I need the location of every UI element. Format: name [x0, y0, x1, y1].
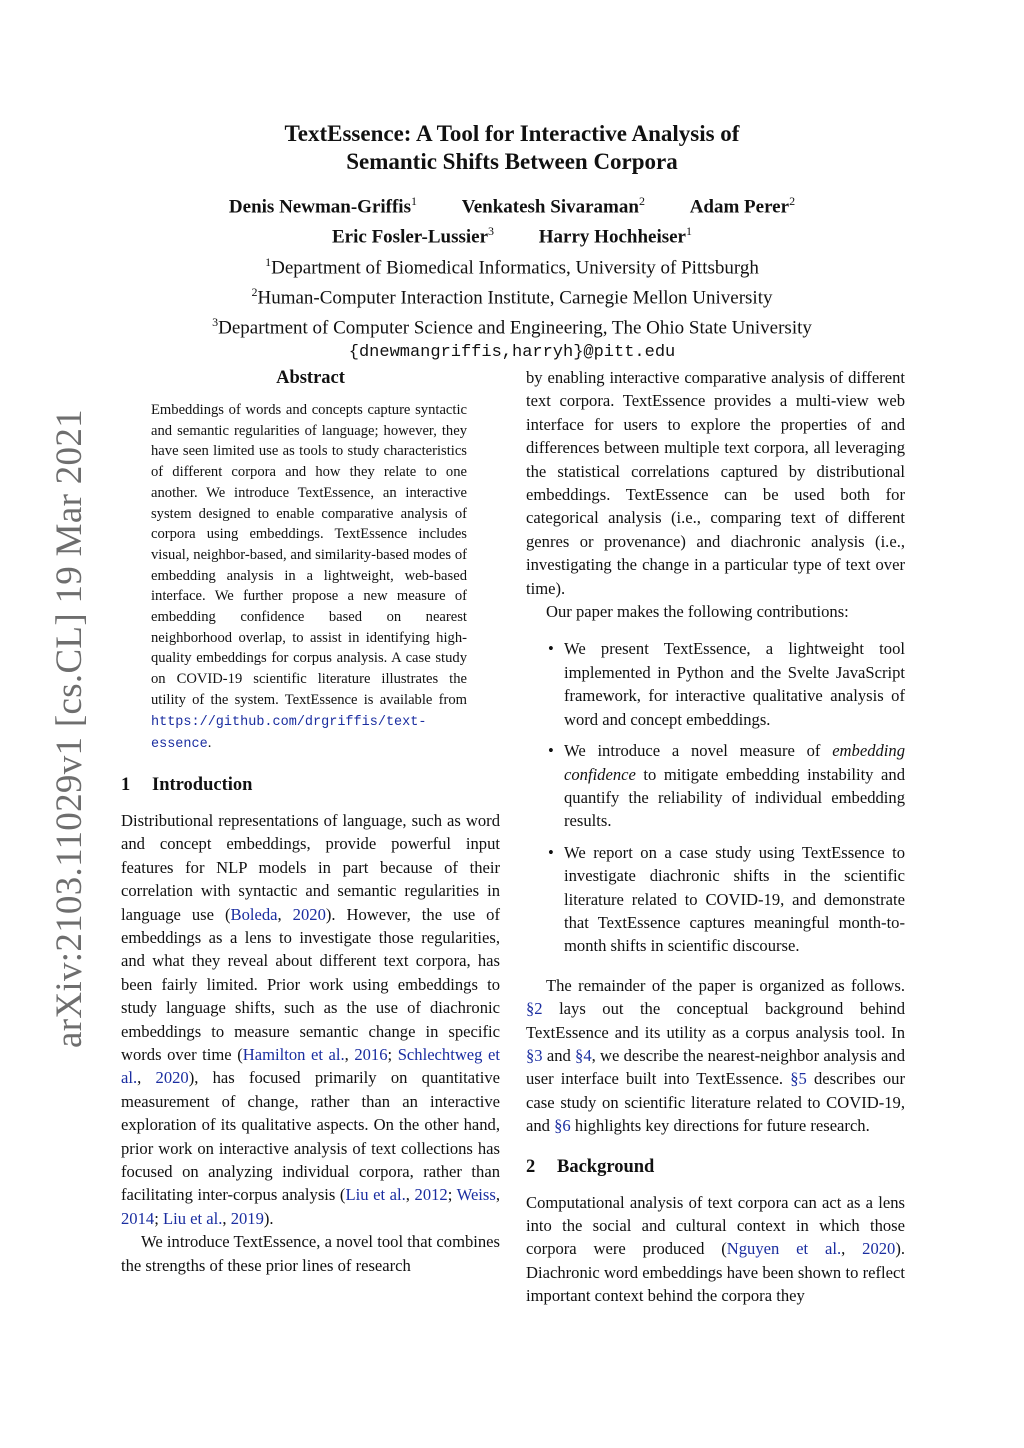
citation-link[interactable]: Liu et al. — [162, 1208, 223, 1228]
citation-link[interactable]: 2020 — [862, 1239, 896, 1259]
contributions-intro: Our paper makes the following contributions: — [546, 602, 849, 622]
section-link[interactable]: §2 — [526, 999, 543, 1019]
list-item: • We present TextEssence, a lightweight tool implemented in Python and the Svelte JavaScript framework, for interactive qualitative analysis of word and concept embeddings. — [548, 639, 905, 729]
bullet-icon: • — [548, 639, 554, 659]
citation-link[interactable]: 2020 — [155, 1068, 189, 1088]
paper-title — [110, 120, 914, 176]
abstract-body: Embeddings of words and concepts capture syntactic and semantic regularities of language; however, they have seen limited use as tools to study characteristics of different corpora and how they relate to one another. We introduce TextEssence, an interactive system designed to enable comparative analysis of corpora using embeddings. TextEssence includes visual, neighbor-based, and similarity-based modes of embedding analysis in a lightweight, web-based interface. We further propose a new measure of embedding confidence based on nearest neighborhood overlap, to assist in identifying high-quality embeddings for corpus analysis. A case study on COVID-19 scientific literature illustrates the utility of the system. TextEssence is available from https://github.com/drgriffis/text-essence. — [151, 402, 467, 753]
list-item: • We introduce a novel measure of embedding confidence to mitigate embedding instability and quantify the reliability of individual embedding results. — [548, 741, 905, 831]
author-row-2 — [110, 219, 914, 249]
citation-link[interactable]: Weiss — [456, 1185, 496, 1205]
section-link[interactable]: §4 — [575, 1045, 592, 1065]
intro-paragraph-2: We introduce TextEssence, a novel tool that combines the strengths of these prior lines of research — [121, 1232, 500, 1275]
author: Venkatesh Sivaraman$^2$ — [461, 194, 645, 218]
right-column — [526, 366, 905, 1308]
contributions-list — [526, 637, 905, 957]
author-list — [110, 189, 914, 250]
title-line-1: TextEssence: A Tool for Interactive Analysis of — [284, 121, 740, 146]
bullet-icon: • — [548, 741, 554, 761]
abstract-heading: Abstract — [276, 368, 345, 388]
author: Eric Fosler-Lussier$^3$ — [332, 224, 495, 248]
bullet-icon: • — [548, 842, 554, 862]
author: Adam Perer$^2$ — [689, 194, 796, 218]
left-column — [121, 366, 500, 1277]
citation-link[interactable]: 2014 — [121, 1208, 155, 1228]
section-heading-background: 2 Background — [526, 1156, 655, 1177]
arxiv-identifier: arXiv:2103.11029v1 [cs.CL] 19 Mar 2021 — [49, 409, 90, 1048]
citation-link[interactable]: 2019 — [230, 1208, 264, 1228]
citation-link[interactable]: 2020 — [292, 904, 326, 924]
affiliation: $^2$Human-Computer Interaction Institute, Carnegie Mellon University — [251, 284, 773, 309]
citation-link[interactable]: 2012 — [414, 1185, 448, 1205]
citation-link[interactable]: Schlechtweg et al. — [121, 1045, 500, 1088]
list-item: • We report on a case study using TextEssence to investigate diachronic shifts in the scientific literature related to COVID-19, and demonstrate that TextEssence captures meaningful month-to-month shifts in scientific discourse. — [548, 842, 905, 956]
citation-link[interactable]: Hamilton et al. — [242, 1045, 345, 1065]
author: Denis Newman-Griffis$^1$ — [228, 194, 417, 218]
citation-link[interactable]: Boleda — [230, 904, 278, 924]
affiliation: $^3$Department of Computer Science and Engineering, The Ohio State University — [212, 315, 812, 339]
background-paragraph-1: Computational analysis of text corpora can act as a lens into the social and cultural context in which those corpora were produced (Nguyen et al., 2020). Diachronic word embeddings have been shown to reflect important context behind the corpora they — [526, 1192, 906, 1306]
intro-paragraph-1: Distributional representations of language, such as word and concept embeddings, provide powerful input features for NLP models in part because of their correlation with syntactic and semantic regularities in language use (Boleda, 2020). However, the use of embeddings as a lens to investigate those regularities, and what they reveal about different text corpora, has been fairly limited. Prior work using embeddings to study language shifts, such as the use of diachronic embeddings to measure semantic change in specific words over time (Hamilton et al., 2016; Schlechtweg et al., 2020), has focused primarily on quantitative measurement of change, rather than an interactive exploration of its qualitative aspects. On the other hand, prior work on interactive analysis of text collections has focused on analyzing individual corpora, rather than facilitating inter-corpus analysis (Liu et al., 2012; Weiss, 2014; Liu et al., 2019). — [121, 810, 500, 1228]
organization-paragraph: The remainder of the paper is organized as follows. §2 lays out the conceptual background behind TextEssence and its utility as a corpus analysis tool. In §3 and §4, we describe the nearest-neighbor analysis and user interface built into TextEssence. §5 describes our case study on scientific literature related to COVID-19, and §6 highlights key directions for future research. — [526, 975, 905, 1136]
section-link[interactable]: §3 — [526, 1045, 543, 1065]
author-row-1 — [110, 189, 914, 219]
author: Harry Hochheiser$^1$ — [538, 224, 692, 248]
intro-paragraph-3: by enabling interactive comparative analysis of different text corpora. TextEssence provides a multi-view web interface for users to explore the properties of and differences between multiple text corpora, all leveraging the statistical correlations captured by distributional embeddings. TextEssence can be used both for categorical analysis (i.e., comparing text of different genres or provenance) and diachronic analysis (i.e., investigating the change in a particular type of text over time). — [526, 368, 905, 598]
citation-link[interactable]: Liu et al. — [345, 1185, 406, 1205]
section-link[interactable]: §6 — [554, 1116, 571, 1136]
author-email: {dnewmangriffis,harryh}@pitt.edu — [348, 342, 676, 362]
affiliation: $^1$Department of Biomedical Informatics, University of Pittsburgh — [265, 254, 759, 278]
section-heading-introduction: 1 Introduction — [121, 774, 253, 795]
citation-link[interactable]: Nguyen et al. — [726, 1239, 842, 1259]
citation-link[interactable]: 2016 — [354, 1045, 388, 1065]
title-line-2: Semantic Shifts Between Corpora — [346, 149, 678, 174]
title-block — [110, 120, 914, 365]
repository-link[interactable]: https://github.com/drgriffis/text-essence — [151, 714, 427, 753]
section-link[interactable]: §5 — [790, 1069, 807, 1089]
